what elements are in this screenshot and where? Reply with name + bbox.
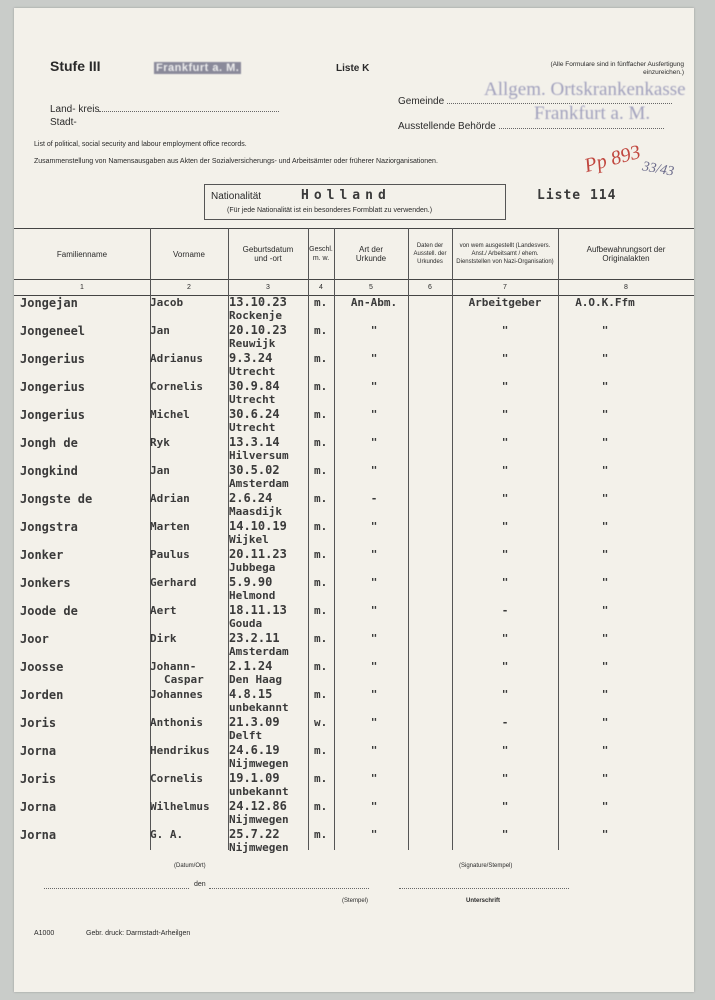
- storage-cell: A.O.K.Ffm: [575, 296, 635, 309]
- table-row: [14, 464, 694, 492]
- sex-cell: m.: [314, 436, 328, 449]
- birthdate-cell: 19.1.09: [229, 771, 280, 785]
- birthplace-cell: Nijmwegen: [229, 813, 289, 826]
- birthdate-cell: 23.2.11: [229, 631, 280, 645]
- col-header-firstname: Vorname: [172, 249, 206, 259]
- table-row: [14, 436, 694, 464]
- doctype-cell: ": [370, 716, 378, 729]
- issuer-cell: ": [501, 408, 509, 421]
- surname-cell: Jorden: [20, 688, 64, 702]
- issuer-cell: ": [501, 380, 509, 393]
- nationality-label: Nationalität: [211, 191, 262, 202]
- birthdate-cell: 24.12.86: [229, 799, 287, 813]
- date-place-caption: (Datum/Ort): [174, 863, 206, 869]
- nationality-value: Holland: [301, 188, 391, 203]
- doctype-cell: ": [370, 520, 378, 533]
- sex-cell: m.: [314, 576, 328, 589]
- den-label: den: [194, 881, 206, 888]
- storage-cell: ": [601, 380, 609, 393]
- table-row: [14, 408, 694, 436]
- surname-cell: Jonkers: [20, 576, 71, 590]
- printer-note: Gebr. druck: Darmstadt-Arheilgen: [86, 930, 191, 937]
- birthdate-cell: 30.9.84: [229, 379, 280, 393]
- birthdate-cell: 9.3.24: [229, 351, 273, 365]
- surname-cell: Jongh de: [20, 436, 78, 450]
- col-num-1: 1: [14, 279, 150, 296]
- sex-cell: m.: [314, 828, 328, 841]
- col-num-8: 8: [558, 279, 694, 296]
- surname-cell: Jongkind: [20, 464, 78, 478]
- storage-cell: ": [601, 800, 609, 813]
- gemeinde-field: Gemeinde: [398, 96, 672, 107]
- firstname-cell-line2: Caspar: [164, 673, 204, 686]
- storage-cell: ": [601, 604, 609, 617]
- doctype-cell: ": [370, 744, 378, 757]
- storage-cell: ": [601, 744, 609, 757]
- table-row: [14, 324, 694, 352]
- birthdate-cell: 30.5.02: [229, 463, 280, 477]
- issuer-cell: ": [501, 828, 509, 841]
- storage-cell: ": [601, 464, 609, 477]
- storage-cell: ": [601, 324, 609, 337]
- storage-cell: ": [601, 520, 609, 533]
- birthplace-cell: Utrecht: [229, 393, 276, 406]
- sex-cell: m.: [314, 352, 328, 365]
- issuer-cell: ": [501, 548, 509, 561]
- sex-cell: m.: [314, 408, 328, 421]
- storage-cell: ": [601, 576, 609, 589]
- table-row: [14, 744, 694, 772]
- col-header-surname: Familienname: [56, 249, 108, 259]
- birthplace-cell: Hilversum: [229, 449, 289, 462]
- firstname-cell: Dirk: [150, 632, 177, 645]
- birthdate-cell: 20.11.23: [229, 547, 287, 561]
- table-row: [14, 660, 694, 688]
- doctype-cell: ": [370, 604, 378, 617]
- table-row: [14, 576, 694, 604]
- storage-cell: ": [601, 548, 609, 561]
- sex-cell: m.: [314, 520, 328, 533]
- sex-cell: m.: [314, 492, 328, 505]
- sex-cell: m.: [314, 744, 328, 757]
- storage-cell: ": [601, 408, 609, 421]
- doctype-cell: -: [370, 492, 378, 505]
- birthplace-cell: Den Haag: [229, 673, 282, 686]
- doctype-cell: ": [370, 576, 378, 589]
- handwritten-red-number: Pp 893: [581, 140, 643, 178]
- storage-cell: ": [601, 632, 609, 645]
- handwritten-side-note: 33/43: [641, 159, 676, 180]
- firstname-cell: Jacob: [150, 296, 184, 309]
- firstname-cell: Wilhelmus: [150, 800, 210, 813]
- table-row: [14, 800, 694, 828]
- surname-cell: Jongstra: [20, 520, 78, 534]
- birthplace-cell: Utrecht: [229, 421, 276, 434]
- issuer-cell: ": [501, 576, 509, 589]
- surname-cell: Jongste de: [20, 492, 93, 506]
- birthdate-cell: 25.7.22: [229, 827, 280, 841]
- sex-cell: m.: [314, 772, 328, 785]
- nationality-note: (Für jede Nationalität ist ein besonderes Formblatt zu verwenden.): [227, 207, 433, 214]
- nationality-box: [204, 184, 506, 220]
- col-header-storage: Aufbewahrungsort der Originalakten: [586, 245, 666, 263]
- table-row: [14, 688, 694, 716]
- firstname-cell: Paulus: [150, 548, 190, 561]
- doctype-cell: ": [370, 660, 378, 673]
- col-header-issue-date: Daten der Ausstell. der Urkundes: [413, 243, 447, 265]
- sex-cell: m.: [314, 632, 328, 645]
- birthplace-cell: unbekannt: [229, 785, 289, 798]
- issuer-cell: ": [501, 520, 509, 533]
- table-header: [14, 228, 694, 296]
- issuer-cell: ": [501, 492, 509, 505]
- stamp-line: [209, 888, 369, 889]
- issuer-cell: -: [501, 716, 509, 729]
- table-row: [14, 604, 694, 632]
- firstname-cell: Johannes: [150, 688, 203, 701]
- birthdate-cell: 30.6.24: [229, 407, 280, 421]
- col-header-birth: Geburtsdatum und -ort: [242, 245, 294, 263]
- doctype-cell: ": [370, 352, 378, 365]
- storage-cell: ": [601, 688, 609, 701]
- col-num-6: 6: [408, 279, 452, 296]
- info-english: List of political, social security and labour employment office records.: [34, 141, 247, 148]
- birthdate-cell: 21.3.09: [229, 715, 280, 729]
- sex-cell: m.: [314, 800, 328, 813]
- table-row: [14, 296, 694, 324]
- land-kreis-field: Land- kreis Stadt-: [50, 103, 279, 129]
- place-stamp: Frankfurt a. M.: [156, 62, 240, 74]
- table-row: [14, 828, 694, 856]
- col-num-2: 2: [150, 279, 228, 296]
- table-row: [14, 380, 694, 408]
- document-page: [14, 8, 694, 992]
- birthplace-cell: Helmond: [229, 589, 276, 602]
- firstname-cell: Cornelis: [150, 380, 203, 393]
- signature-caption: Unterschrift: [466, 898, 501, 904]
- sex-cell: m.: [314, 688, 328, 701]
- surname-cell: Jorna: [20, 800, 57, 814]
- sex-cell: m.: [314, 296, 328, 309]
- birthplace-cell: Reuwijk: [229, 337, 276, 350]
- firstname-cell: Jan: [150, 464, 170, 477]
- firstname-cell: Gerhard: [150, 576, 197, 589]
- table-row: [14, 716, 694, 744]
- doctype-cell: ": [370, 408, 378, 421]
- firstname-cell: Michel: [150, 408, 190, 421]
- storage-cell: ": [601, 772, 609, 785]
- issuer-cell: ": [501, 772, 509, 785]
- sex-cell: m.: [314, 380, 328, 393]
- doctype-cell: ": [370, 688, 378, 701]
- birthplace-cell: Maasdijk: [229, 505, 282, 518]
- birthdate-cell: 24.6.19: [229, 743, 280, 757]
- table-row: [14, 492, 694, 520]
- stamp-caption: (Stempel): [342, 898, 369, 904]
- birthdate-cell: 14.10.19: [229, 519, 287, 533]
- doctype-cell: ": [370, 324, 378, 337]
- birthdate-cell: 13.3.14: [229, 435, 280, 449]
- behoerde-field: Ausstellende Behörde: [398, 121, 664, 132]
- birthdate-cell: 20.10.23: [229, 323, 287, 337]
- surname-cell: Jongerius: [20, 380, 86, 394]
- surname-cell: Jorna: [20, 828, 57, 842]
- issuer-cell: Arbeitgeber: [468, 296, 542, 309]
- birthplace-cell: Utrecht: [229, 365, 276, 378]
- surname-cell: Jonker: [20, 548, 64, 562]
- doctype-cell: ": [370, 800, 378, 813]
- table-row: [14, 548, 694, 576]
- birthplace-cell: unbekannt: [229, 701, 289, 714]
- signature-stamp-caption: (Signature/Stempel): [459, 863, 513, 869]
- birthplace-cell: Wijkel: [229, 533, 269, 546]
- form-number: A1000: [34, 930, 55, 937]
- storage-cell: ": [601, 716, 609, 729]
- doctype-cell: ": [370, 828, 378, 841]
- firstname-cell: Marten: [150, 520, 190, 533]
- storage-cell: ": [601, 492, 609, 505]
- signature-line: [399, 888, 569, 889]
- birthdate-cell: 5.9.90: [229, 575, 273, 589]
- col-num-5: 5: [334, 279, 408, 296]
- table-row: [14, 352, 694, 380]
- birthplace-cell: Rockenje: [229, 309, 282, 322]
- doctype-cell: ": [370, 632, 378, 645]
- firstname-cell: Hendrikus: [150, 744, 210, 757]
- issuer-cell: -: [501, 604, 509, 617]
- birthplace-cell: Gouda: [229, 617, 263, 630]
- birthplace-cell: Amsterdam: [229, 477, 289, 490]
- surname-cell: Joosse: [20, 660, 64, 674]
- issuer-cell: ": [501, 324, 509, 337]
- birthplace-cell: Nijmwegen: [229, 757, 289, 770]
- storage-cell: ": [601, 660, 609, 673]
- surname-cell: Joris: [20, 772, 57, 786]
- birthdate-cell: 2.1.24: [229, 659, 273, 673]
- info-german: Zusammenstellung von Namensausgaben aus Akten der Sozialversicherungs- und Arbeitsämter oder früherer Naziorganisationen.: [34, 158, 438, 165]
- surname-cell: Joris: [20, 716, 57, 730]
- top-note: (Alle Formulare sind in fünffacher Ausfertigung einzureichen.): [550, 61, 684, 76]
- birthplace-cell: Delft: [229, 729, 263, 742]
- col-header-doctype: Art der Urkunde: [355, 245, 387, 263]
- surname-cell: Jongerius: [20, 408, 86, 422]
- firstname-cell: G. A.: [150, 828, 184, 841]
- surname-cell: Joor: [20, 632, 49, 646]
- doctype-cell: ": [370, 772, 378, 785]
- birthdate-cell: 4.8.15: [229, 687, 273, 701]
- firstname-cell: Adrianus: [150, 352, 203, 365]
- birthdate-cell: 18.11.13: [229, 603, 287, 617]
- storage-cell: ": [601, 436, 609, 449]
- sex-cell: w.: [314, 716, 328, 729]
- col-num-7: 7: [452, 279, 558, 296]
- table-row: [14, 520, 694, 548]
- firstname-cell: Anthonis: [150, 716, 203, 729]
- firstname-cell: Adrian: [150, 492, 190, 505]
- office-stamp: Allgem. Ortskrankenkasse Frankfurt a. M.: [484, 79, 686, 124]
- doctype-cell: ": [370, 436, 378, 449]
- issuer-cell: ": [501, 632, 509, 645]
- surname-cell: Jongejan: [20, 296, 78, 310]
- issuer-cell: ": [501, 464, 509, 477]
- col-num-3: 3: [228, 279, 308, 296]
- issuer-cell: ": [501, 688, 509, 701]
- birthplace-cell: Nijmwegen: [229, 841, 289, 854]
- issuer-cell: ": [501, 744, 509, 757]
- firstname-cell: Ryk: [150, 436, 170, 449]
- surname-cell: Jongerius: [20, 352, 86, 366]
- col-header-issuer: von wem ausgestellt (Landesvers. Anst./ Arbeitsamt / ehem. Dienststellen von Nazi-Organisation): [456, 243, 554, 265]
- sex-cell: m.: [314, 324, 328, 337]
- birthplace-cell: Jubbega: [229, 561, 276, 574]
- doctype-cell: ": [370, 548, 378, 561]
- stufe-title: Stufe III: [50, 58, 101, 74]
- sex-cell: m.: [314, 464, 328, 477]
- firstname-cell: Aert: [150, 604, 177, 617]
- col-header-sex: Geschl. m. w.: [309, 246, 333, 262]
- sex-cell: m.: [314, 660, 328, 673]
- col-num-4: 4: [308, 279, 334, 296]
- birthplace-cell: Amsterdam: [229, 645, 289, 658]
- sex-cell: m.: [314, 548, 328, 561]
- birthdate-cell: 2.6.24: [229, 491, 273, 505]
- firstname-cell: Johann-: [150, 660, 197, 673]
- firstname-cell: Cornelis: [150, 772, 203, 785]
- issuer-cell: ": [501, 660, 509, 673]
- issuer-cell: ": [501, 436, 509, 449]
- date-line: [44, 888, 189, 889]
- issuer-cell: ": [501, 352, 509, 365]
- issuer-cell: ": [501, 800, 509, 813]
- firstname-cell: Jan: [150, 324, 170, 337]
- sex-cell: m.: [314, 604, 328, 617]
- surname-cell: Jorna: [20, 744, 57, 758]
- surname-cell: Jongeneel: [20, 324, 86, 338]
- liste-k-label: Liste K: [336, 63, 370, 74]
- doctype-cell: ": [370, 464, 378, 477]
- liste-number: Liste 114: [537, 188, 617, 203]
- doctype-cell: ": [370, 380, 378, 393]
- storage-cell: ": [601, 828, 609, 841]
- birthdate-cell: 13.10.23: [229, 295, 287, 309]
- table-row: [14, 632, 694, 660]
- surname-cell: Joode de: [20, 604, 78, 618]
- storage-cell: ": [601, 352, 609, 365]
- table-row: [14, 772, 694, 800]
- doctype-cell: An-Abm.: [350, 296, 398, 309]
